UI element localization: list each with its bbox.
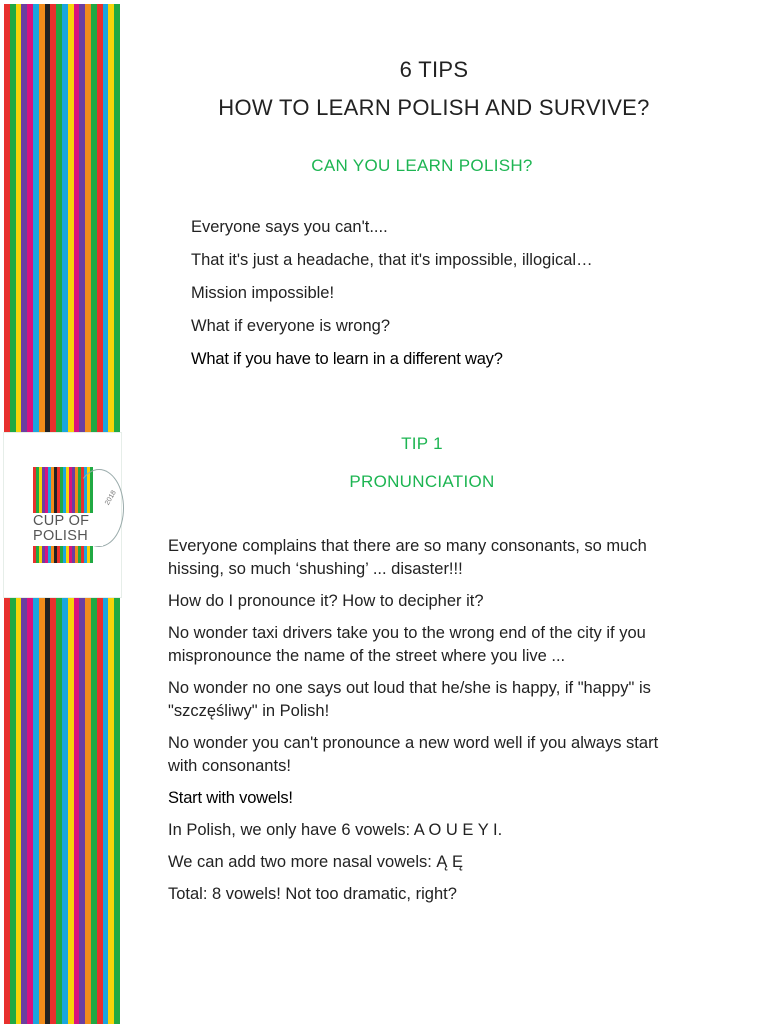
page-subtitle: HOW TO LEARN POLISH AND SURVIVE? bbox=[218, 95, 650, 120]
logo-text-line2: POLISH bbox=[33, 528, 88, 544]
tip-paragraph: No wonder taxi drivers take you to the wrong end of the city if you mispronounce the name of the street where you live ... bbox=[168, 624, 646, 665]
tip-label: TIP 1 bbox=[401, 434, 443, 453]
intro-line: Mission impossible! bbox=[191, 284, 335, 302]
intro-line: Everyone says you can't.... bbox=[191, 218, 388, 236]
tip-paragraph-emphasis: Start with vowels! bbox=[168, 789, 293, 807]
tip-paragraph: How do I pronounce it? How to decipher it? bbox=[168, 592, 484, 610]
tip-paragraph: We can add two more nasal vowels: Ą Ę bbox=[168, 853, 464, 871]
intro-section bbox=[191, 218, 711, 383]
logo-year: 2018 bbox=[104, 489, 118, 507]
page-title: 6 TIPS bbox=[399, 57, 469, 82]
tip-body bbox=[168, 535, 678, 915]
cup-of-polish-logo bbox=[3, 432, 122, 598]
tip-title: PRONUNCIATION bbox=[349, 472, 495, 491]
intro-line-emphasis: What if you have to learn in a different way? bbox=[191, 350, 503, 368]
tip-paragraph: Everyone complains that there are so many consonants, so much hissing, so much ‘shushing’ ... disaster!!! bbox=[168, 537, 647, 578]
tip-paragraph: No wonder no one says out loud that he/she is happy, if "happy" is "szczęśliwy" in Polish! bbox=[168, 679, 651, 720]
tip-paragraph: Total: 8 vowels! Not too dramatic, right? bbox=[168, 885, 457, 903]
section-heading: CAN YOU LEARN POLISH? bbox=[311, 156, 533, 175]
logo-text bbox=[31, 513, 103, 546]
intro-line: What if everyone is wrong? bbox=[191, 317, 391, 335]
intro-line: That it's just a headache, that it's impossible, illogical… bbox=[191, 251, 593, 269]
tip-paragraph: In Polish, we only have 6 vowels: A O U E Y I. bbox=[168, 821, 503, 839]
logo-text-line1: CUP OF bbox=[33, 513, 90, 529]
tip-paragraph: No wonder you can't pronounce a new word well if you always start with consonants! bbox=[168, 734, 659, 775]
